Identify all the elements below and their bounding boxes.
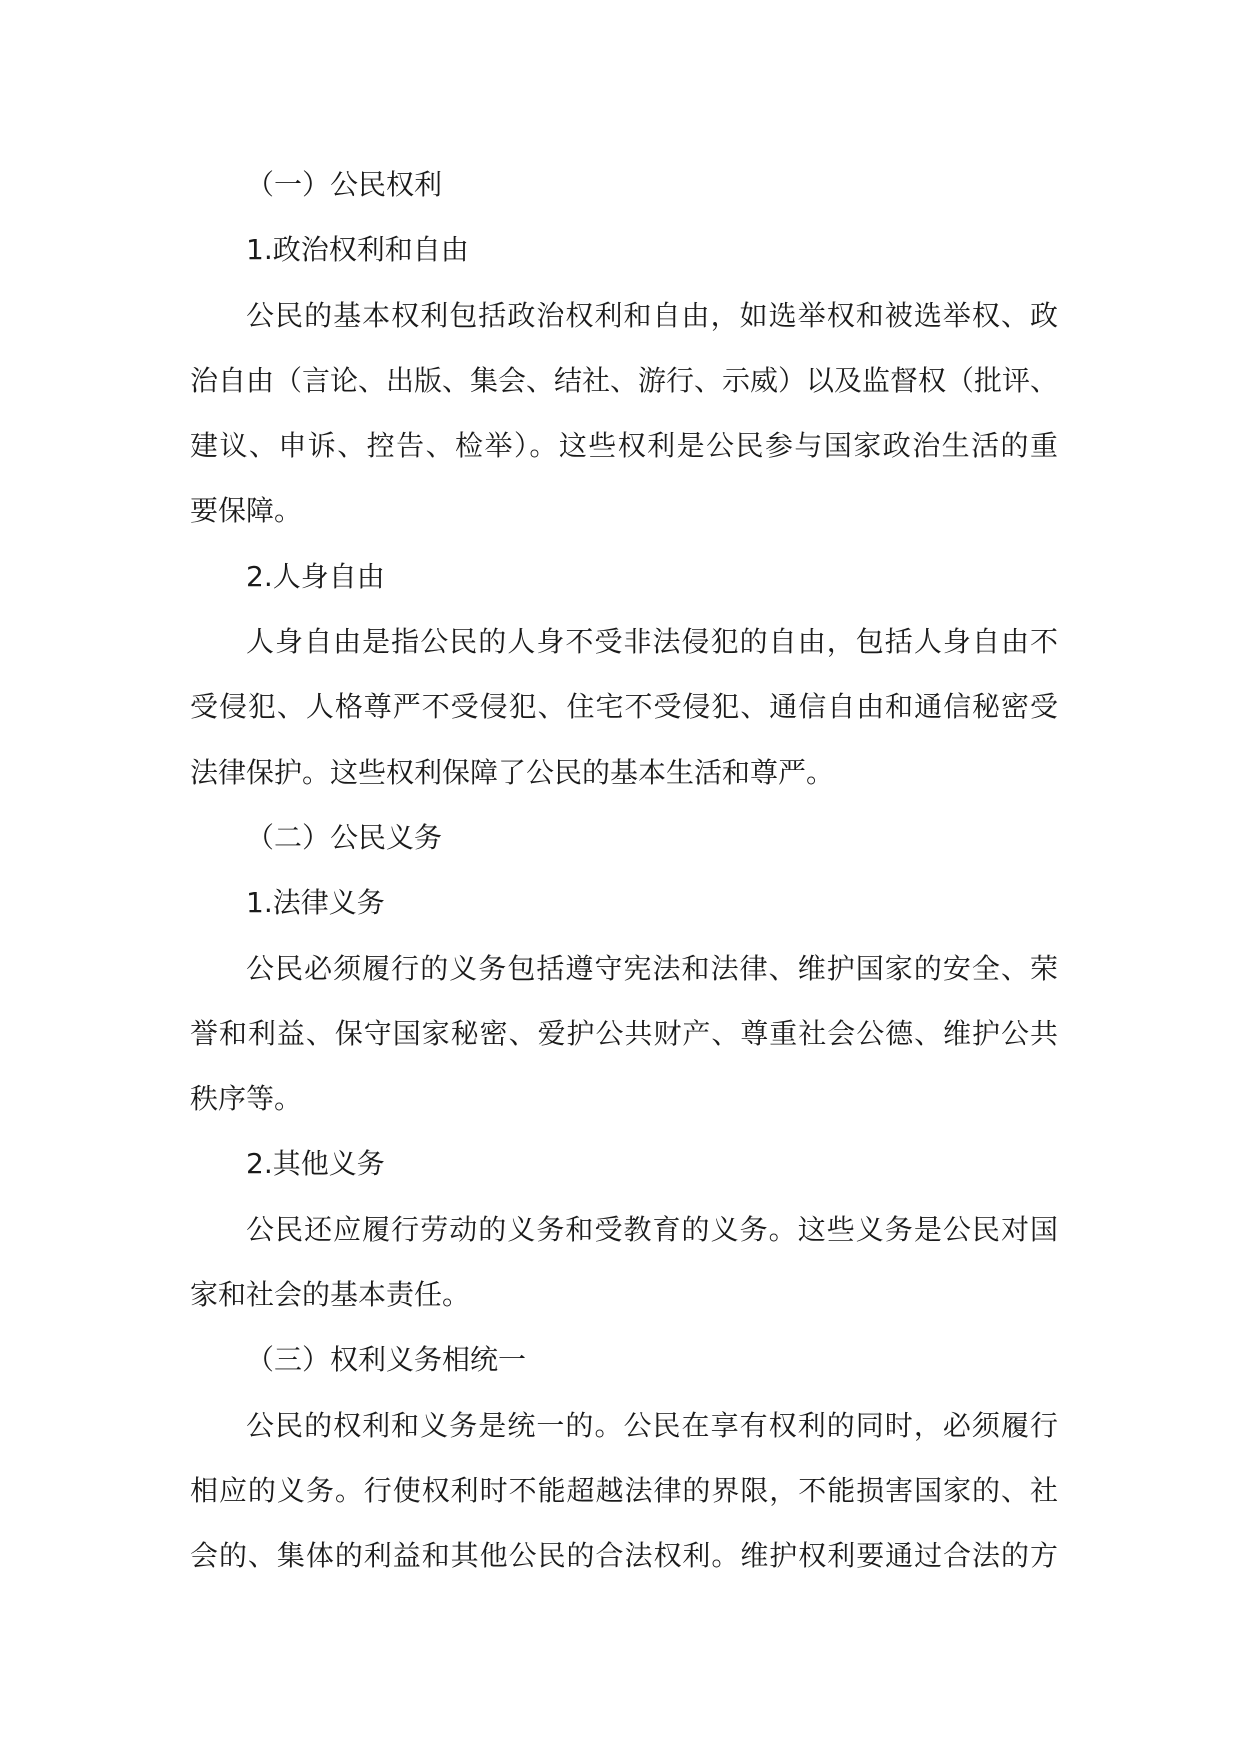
subsection-title-legal-duties: 1.法律义务: [246, 886, 385, 920]
subsection-title-political-rights: 1.政治权利和自由: [246, 233, 469, 267]
paragraph-line: 秩序等。: [190, 1082, 303, 1116]
paragraph-line: 法律保护。这些权利保障了公民的基本生活和尊严。: [190, 755, 835, 789]
subsection-title-personal-freedom: 2.人身自由: [246, 559, 385, 593]
paragraph-line: 家和社会的基本责任。: [190, 1278, 471, 1312]
paragraph-line: 公民还应履行劳动的义务和受教育的义务。这些义务是公民对国: [246, 1212, 1058, 1246]
paragraph-line: 治自由（言论、出版、集会、结社、游行、示威）以及监督权（批评、: [190, 363, 1058, 397]
section-heading-rights: （一）公民权利: [246, 168, 443, 201]
paragraph-line: 公民的基本权利包括政治权利和自由，如选举权和被选举权、政: [246, 298, 1058, 332]
section-heading-unity: （三）权利义务相统一: [246, 1343, 527, 1377]
document-body: [190, 152, 1058, 1589]
paragraph-line: 公民必须履行的义务包括遵守宪法和法律、维护国家的安全、荣: [246, 951, 1058, 985]
paragraph-line: 受侵犯、人格尊严不受侵犯、住宅不受侵犯、通信自由和通信秘密受: [190, 690, 1058, 724]
paragraph-line: 相应的义务。行使权利时不能超越法律的界限，不能损害国家的、社: [190, 1473, 1058, 1507]
paragraph-line: 会的、集体的利益和其他公民的合法权利。维护权利要通过合法的方: [190, 1539, 1058, 1573]
subsection-title-other-duties: 2.其他义务: [246, 1147, 385, 1181]
paragraph-line: 公民的权利和义务是统一的。公民在享有权利的同时，必须履行: [246, 1408, 1058, 1442]
paragraph-line: 要保障。: [190, 494, 303, 528]
paragraph-line: 誉和利益、保守国家秘密、爱护公共财产、尊重社会公德、维护公共: [190, 1016, 1058, 1050]
section-heading-duties: （二）公民义务: [246, 820, 443, 854]
paragraph-line: 建议、申诉、控告、检举）。这些权利是公民参与国家政治生活的重: [190, 429, 1058, 463]
paragraph-line: 人身自由是指公民的人身不受非法侵犯的自由，包括人身自由不: [246, 625, 1058, 659]
